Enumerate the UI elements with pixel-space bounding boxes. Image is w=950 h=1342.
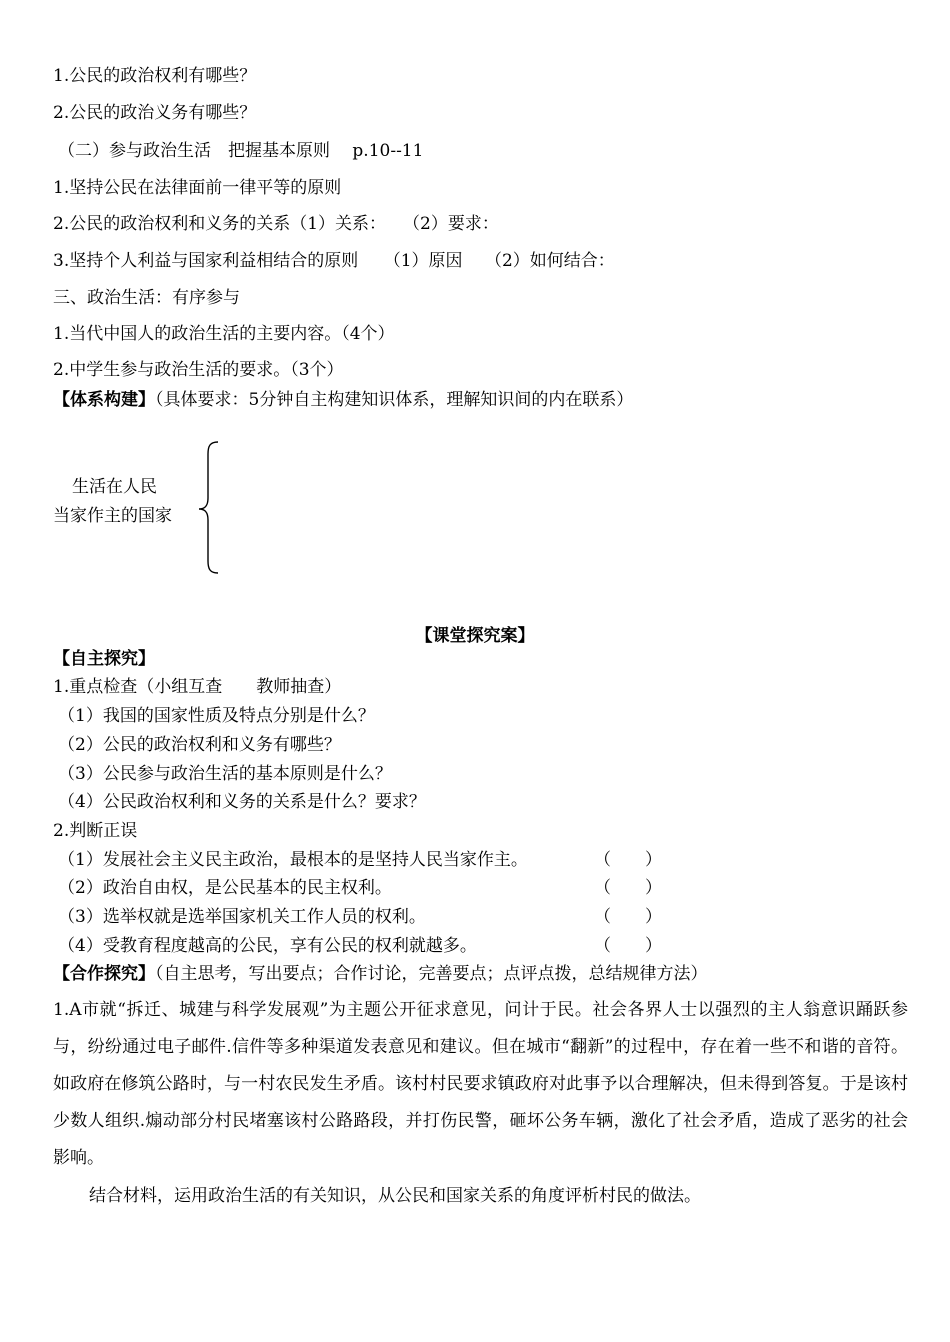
judge-item-3: （3）选举权就是选举国家机关工作人员的权利。: [58, 907, 426, 927]
preview-question-2: 2.公民的政治义务有哪些？: [53, 103, 257, 123]
section-3-question-1: 1.当代中国人的政治生活的主要内容。（4个）: [53, 324, 395, 344]
section-2-title: （二）参与政治生活 把握基本原则 p.10--11: [58, 141, 424, 161]
check-item-1: （1）我国的国家性质及特点分别是什么？: [58, 706, 375, 726]
task-prompt: 结合材料，运用政治生活的有关知识，从公民和国家关系的角度评析村民的做法。: [89, 1186, 701, 1206]
task-line: [53, 1178, 908, 1215]
check-item-3: （3）公民参与政治生活的基本原则是什么？: [58, 764, 392, 784]
principle-2: 2.公民的政治权利和义务的关系（1）关系： （2）要求：: [53, 214, 499, 234]
curly-brace-icon: [196, 440, 226, 575]
judge-answer-1[interactable]: （ ）: [594, 850, 662, 870]
judge-title: 2.判断正误: [53, 821, 138, 841]
check-item-4: （4）公民政治权利和义务的关系是什么？要求？: [58, 792, 426, 812]
judge-answer-4[interactable]: （ ）: [594, 936, 662, 956]
self-explore-heading: 【自主探究】: [53, 649, 155, 669]
case-material: 1.A市就“拆迁、城建与科学发展观”为主题公开征求意见，问计于民。社会各界人士以强烈的主人翁意识踊跃参与，纷纷通过电子邮件.信件等多种渠道发表意见和建议。但在城市“翻新”的过程中，存在着一些不和谐的音符。如政府在修筑公路时，与一村农民发生矛盾。该村村民要求镇政府对此事予以合理解决，但未得到答复。于是该村少数人组织.煽动部分村民堵塞该村公路路段，并打伤民警，砸坏公务车辆，激化了社会矛盾，造成了恶劣的社会影响。: [53, 1000, 908, 1168]
coop-explore-heading: 【合作探究】: [53, 964, 155, 984]
diagram-label-line-2: 当家作主的国家: [53, 506, 172, 526]
section-3-title: 三、政治生活：有序参与: [53, 288, 240, 308]
system-build-instruction: （具体要求：5分钟自主构建知识体系，理解知识间的内在联系）: [155, 390, 634, 410]
judge-item-1: （1）发展社会主义民主政治，最根本的是坚持人民当家作主。: [58, 850, 528, 870]
judge-item-4: （4）受教育程度越高的公民，享有公民的权利就越多。: [58, 936, 477, 956]
section-3-question-2: 2.中学生参与政治生活的要求。（3个）: [53, 360, 344, 380]
coop-instruction: （自主思考，写出要点；合作讨论，完善要点；点评点拨，总结规律方法）: [155, 964, 708, 984]
diagram-label-line-1: 生活在人民: [72, 477, 157, 497]
judge-answer-3[interactable]: （ ）: [594, 907, 662, 927]
principle-3: 3.坚持个人利益与国家利益相结合的原则 （1）原因 （2）如何结合：: [53, 251, 615, 271]
check-item-2: （2）公民的政治权利和义务有哪些？: [58, 735, 341, 755]
classroom-title: 【课堂探究案】: [415, 626, 535, 646]
judge-item-2: （2）政治自由权，是公民基本的民主权利。: [58, 878, 392, 898]
system-build-line: [53, 390, 633, 410]
principle-1: 1.坚持公民在法律面前一律平等的原则: [53, 178, 342, 198]
coop-line: [53, 964, 708, 984]
preview-question-1: 1.公民的政治权利有哪些？: [53, 66, 257, 86]
key-check-title: 1.重点检查（小组互查 教师抽查）: [53, 677, 342, 697]
judge-answer-2[interactable]: （ ）: [594, 878, 662, 898]
system-build-heading: 【体系构建】: [53, 390, 155, 410]
